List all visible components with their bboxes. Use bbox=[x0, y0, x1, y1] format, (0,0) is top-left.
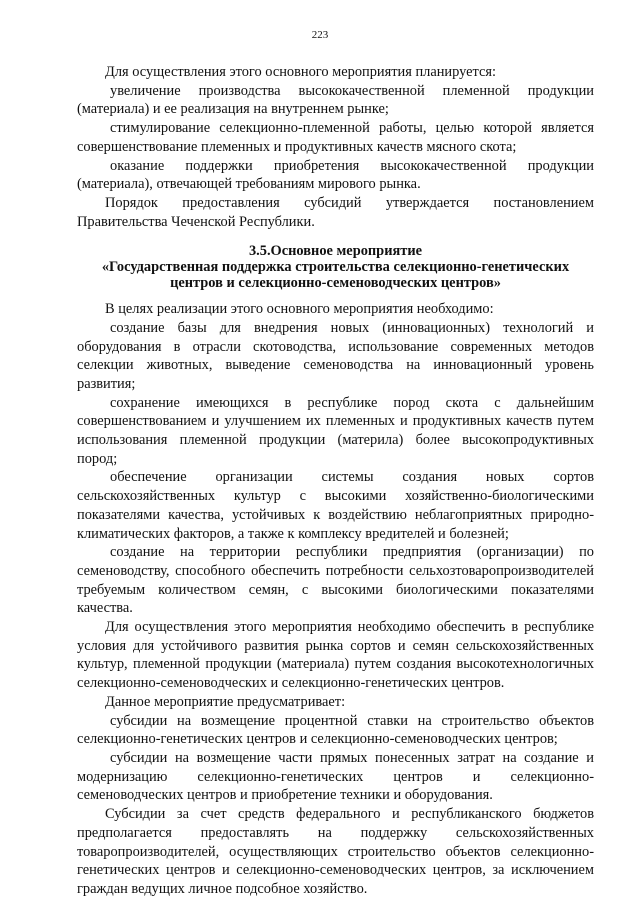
list-item: сохранение имеющихся в республике пород скота с дальнейшим совершенствованием и улучшением их племенных и продуктивных качеств путем использования племенной продукции (материла) более высокопродуктивных пород; bbox=[77, 394, 594, 467]
paragraph: Для осуществления этого основного мероприятия планируется: bbox=[105, 64, 496, 80]
list-item: субсидии на возмещение части прямых понесенных затрат на создание и модернизацию селекционно-генетических центров и селекционно-семеноводческих центров и приобретение техники и оборудования. bbox=[77, 749, 594, 804]
paragraph: Порядок предоставления субсидий утверждается постановлением Правительства Чеченской Республики. bbox=[77, 194, 594, 230]
section-heading-number: 3.5.Основное мероприятие bbox=[248, 243, 423, 260]
list-item: создание базы для внедрения новых (инновационных) технологий и оборудования в отрасли скотоводства, использование современных методов селекции животных, выведение семеноводства на инновационный уровень развития; bbox=[77, 319, 594, 392]
list-item: стимулирование селекционно-племенной работы, целью которой является совершенствование племенных и продуктивных качеств мясного скота; bbox=[77, 120, 594, 155]
paragraph: Для осуществления этого мероприятия необходимо обеспечить в республике условия для устойчивого развития рынка сортов и семян сельскохозяйственных культур, племенной продукции (материала) путем создания высокотехнологичных селекционно-семеноводческих и селекционно-генетических центров. bbox=[77, 619, 594, 692]
paragraph: В целях реализации этого основного мероприятия необходимо: bbox=[105, 301, 494, 318]
section-heading-title-line: центров и селекционно-семеноводческих центров» bbox=[170, 274, 501, 291]
document-body bbox=[77, 63, 594, 899]
section-heading bbox=[77, 244, 594, 291]
list-item: обеспечение организации системы создания новых сортов сельскохозяйственных культур с высокими хозяйственно-биологическими показателями качества, устойчивых к воздействию неблагоприятных природно-климатических факторов, а также к комплексу вредителей и болезней; bbox=[77, 469, 594, 542]
list-item: увеличение производства высококачественной племенной продукции (материала) и ее реализация на внутреннем рынке; bbox=[77, 82, 594, 118]
paragraph: Данное мероприятие предусматривает: bbox=[105, 693, 346, 710]
list-item: создание на территории республики предприятия (организации) по семеноводству, способного обеспечить потребности сельхозтоваропроизводителей требуемым количеством семян, с высокими биологическими показателями качества. bbox=[77, 544, 594, 617]
page-number: 223 bbox=[311, 29, 329, 41]
paragraph: Субсидии за счет средств федерального и республиканского бюджетов предполагается предоставлять на поддержку сельскохозяйственных товаропроизводителей, осуществляющих строительство объектов селекционно-генетических центров и селекционно-семеноводческих центров, за исключением граждан ведущих личное подсобное хозяйство. bbox=[77, 806, 594, 897]
section-heading-title-line: «Государственная поддержка строительства селекционно-генетических bbox=[101, 258, 570, 275]
list-item: оказание поддержки приобретения высококачественной продукции (материала), отвечающей требованиям мирового рынка. bbox=[77, 157, 594, 193]
list-item: субсидии на возмещение процентной ставки на строительство объектов селекционно-генетических центров и селекционно-семеноводческих центров; bbox=[77, 712, 594, 748]
